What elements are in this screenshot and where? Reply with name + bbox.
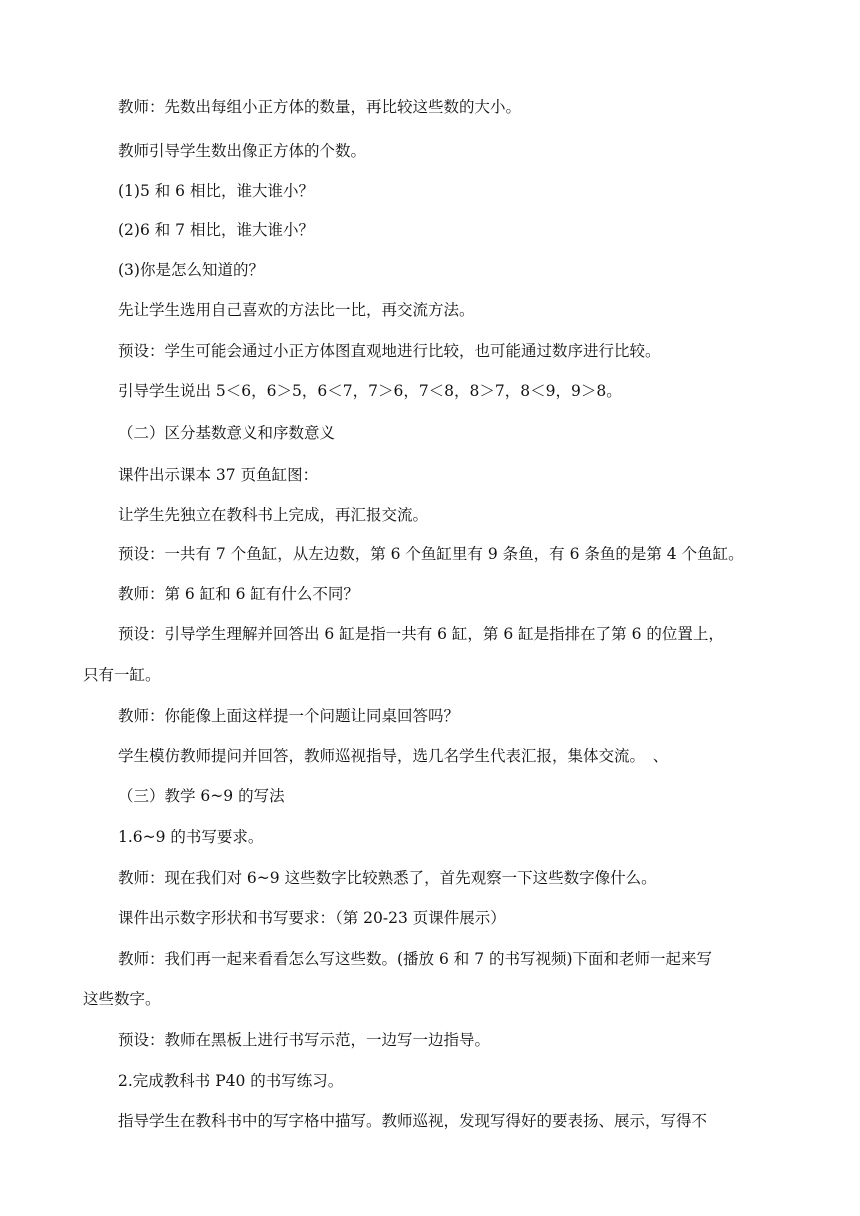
- paragraph-line: 教师：先数出每组小正方体的数量，再比较这些数的大小。: [118, 98, 522, 116]
- paragraph-line: 课件出示数字形状和书写要求：（第 20-23 页课件展示）: [118, 909, 506, 927]
- paragraph-line: 这些数字。: [83, 990, 161, 1008]
- paragraph-line: 只有一缸。: [83, 666, 161, 684]
- section-heading: （二）区分基数意义和序数意义: [118, 424, 336, 442]
- paragraph-line: 指导学生在教科书中的写字格中描写。教师巡视，发现写得好的要表扬、展示，写得不: [118, 1112, 708, 1130]
- paragraph-line: 预设：教师在黑板上进行书写示范，一边写一边指导。: [118, 1031, 491, 1049]
- paragraph-line: 引导学生说出 5＜6，6＞5，6＜7，7＞6，7＜8，8＞7，8＜9，9＞8。: [118, 382, 622, 400]
- paragraph-line: 预设：引导学生理解并回答出 6 缸是指一共有 6 缸，第 6 缸是指排在了第 6 的位置上，: [118, 625, 724, 643]
- paragraph-line: 1.6~9 的书写要求。: [118, 828, 264, 846]
- paragraph-line: 教师引导学生数出像正方体的个数。: [118, 142, 367, 160]
- paragraph-line: 学生模仿教师提问并回答，教师巡视指导，选几名学生代表汇报，集体交流。 、: [118, 747, 669, 765]
- paragraph-line: 教师：现在我们对 6~9 这些数字比较熟悉了，首先观察一下这些数字像什么。: [118, 869, 657, 887]
- paragraph-line: 预设：一共有 7 个鱼缸，从左边数，第 6 个鱼缸里有 9 条鱼，有 6 条鱼的是第 4 个鱼缸。: [118, 545, 744, 563]
- paragraph-line: 教师：你能像上面这样提一个问题让同桌回答吗？: [118, 707, 460, 725]
- paragraph-line: (3)你是怎么知道的？: [118, 261, 264, 279]
- paragraph-line: 让学生先独立在教科书上完成，再汇报交流。: [118, 506, 429, 524]
- paragraph-line: 教师：我们再一起来看看怎么写这些数。(播放 6 和 7 的书写视频)下面和老师一起来写: [118, 950, 713, 968]
- paragraph-line: 预设：学生可能会通过小正方体图直观地进行比较，也可能通过数序进行比较。: [118, 342, 661, 360]
- paragraph-line: 2.完成教科书 P40 的书写练习。: [118, 1072, 344, 1090]
- section-heading: （三）教学 6~9 的写法: [118, 787, 285, 805]
- paragraph-line: (2)6 和 7 相比，谁大谁小？: [118, 221, 314, 239]
- paragraph-line: 课件出示课本 37 页鱼缸图：: [118, 466, 319, 484]
- paragraph-line: 教师：第 6 缸和 6 缸有什么不同？: [118, 585, 359, 603]
- paragraph-line: (1)5 和 6 相比，谁大谁小？: [118, 182, 314, 200]
- paragraph-line: 先让学生选用自己喜欢的方法比一比，再交流方法。: [118, 301, 475, 319]
